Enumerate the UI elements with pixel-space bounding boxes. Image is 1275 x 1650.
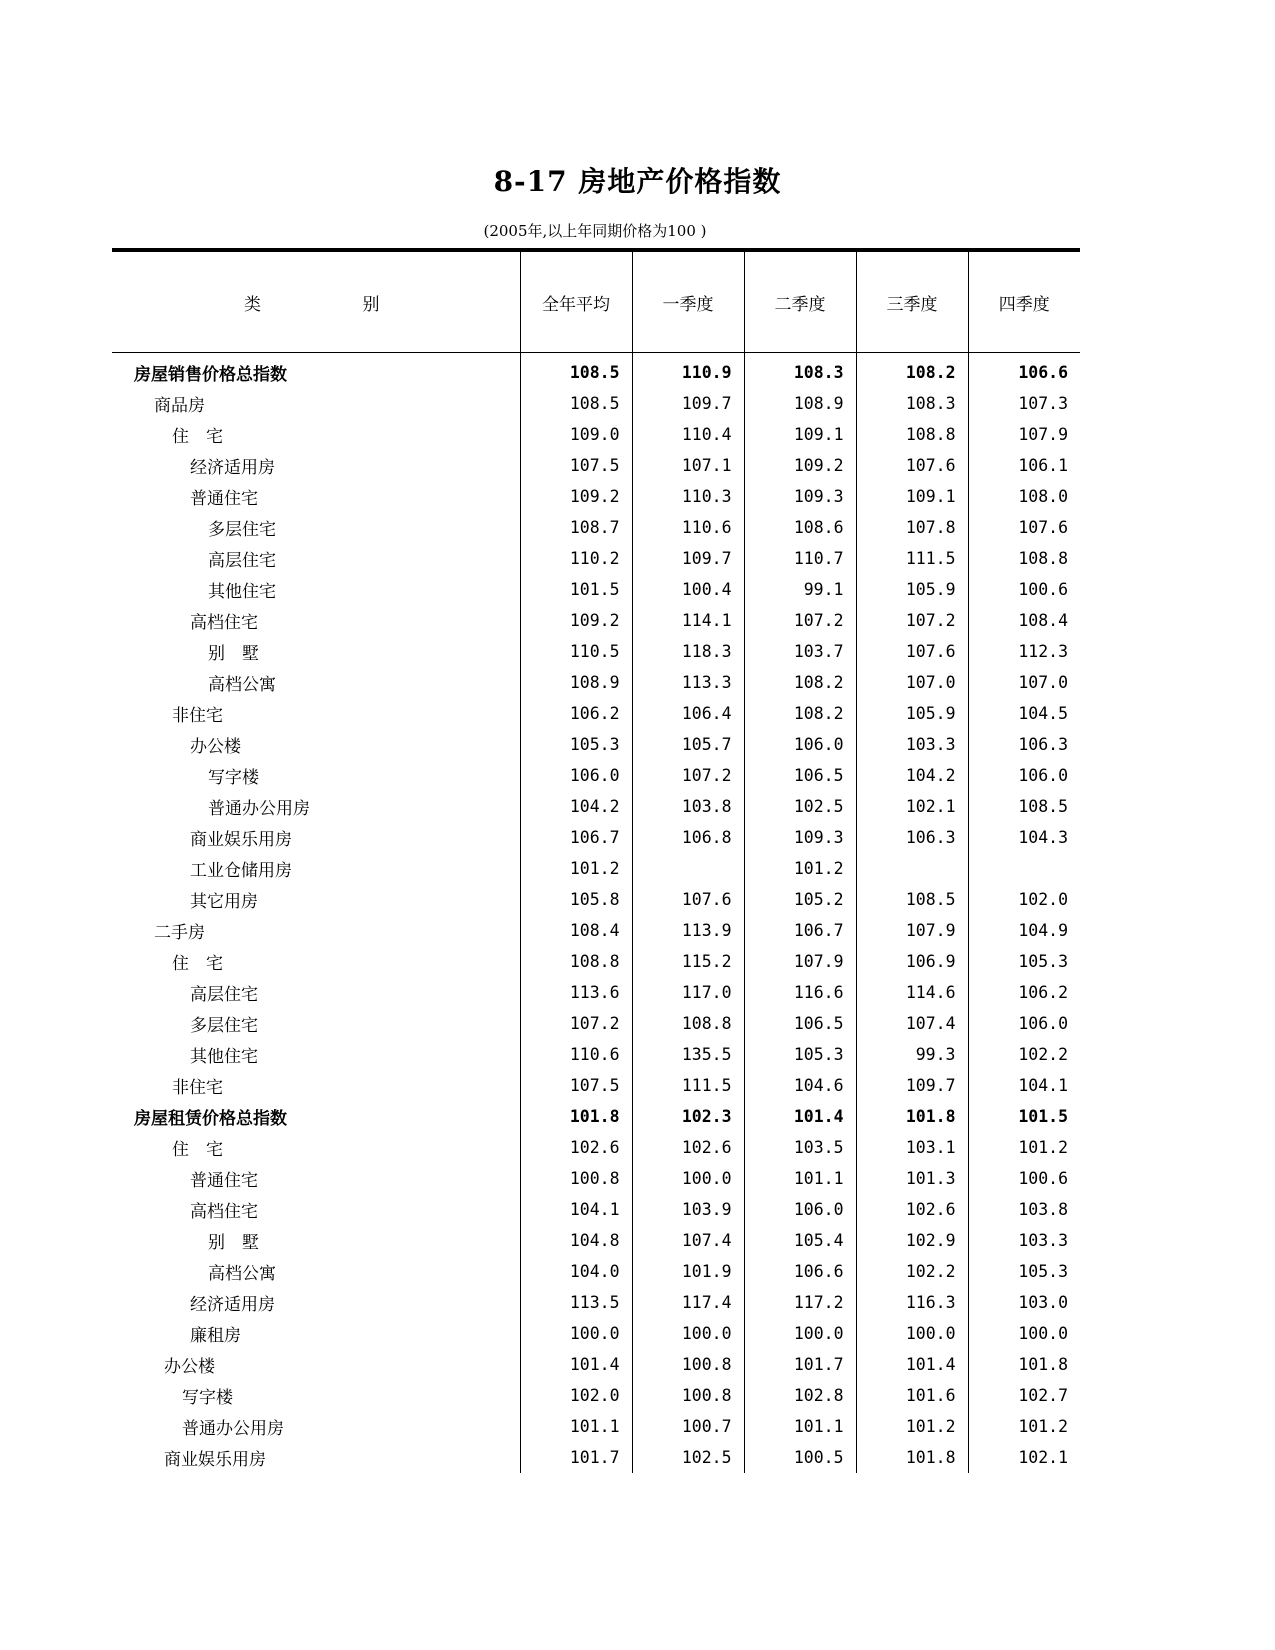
cell-value: 101.9 [632, 1256, 744, 1287]
row-label: 住 宅 [172, 954, 223, 974]
row-label: 住 宅 [172, 427, 223, 447]
cell-value: 105.3 [968, 946, 1080, 977]
table-row [112, 1318, 1080, 1349]
table-header [112, 250, 1080, 353]
cell-value: 108.9 [744, 388, 856, 419]
cell-value: 110.9 [632, 353, 744, 389]
table-row [112, 481, 1080, 512]
cell-value: 104.1 [520, 1194, 632, 1225]
cell-value: 109.2 [744, 450, 856, 481]
cell-value: 114.6 [856, 977, 968, 1008]
cell-value: 110.7 [744, 543, 856, 574]
cell-value: 102.8 [744, 1380, 856, 1411]
cell-value: 108.5 [520, 388, 632, 419]
cell-value: 103.8 [968, 1194, 1080, 1225]
cell-value: 109.7 [632, 388, 744, 419]
cell-value: 107.6 [856, 636, 968, 667]
cell-value: 102.0 [520, 1380, 632, 1411]
cell-value: 113.6 [520, 977, 632, 1008]
cell-value: 102.5 [632, 1442, 744, 1473]
cell-value: 107.4 [856, 1008, 968, 1039]
cell-value: 103.0 [968, 1287, 1080, 1318]
cell-value: 109.1 [856, 481, 968, 512]
cell-value: 101.8 [856, 1442, 968, 1473]
cell-value: 104.8 [520, 1225, 632, 1256]
cell-value: 117.0 [632, 977, 744, 1008]
cell-value: 110.6 [632, 512, 744, 543]
header-annual-average: 全年平均 [520, 250, 632, 353]
cell-value: 105.3 [520, 729, 632, 760]
cell-value: 105.7 [632, 729, 744, 760]
cell-value: 101.8 [968, 1349, 1080, 1380]
price-index-table [112, 248, 1080, 1473]
cell-value: 107.6 [856, 450, 968, 481]
row-label: 高档公寓 [208, 1264, 276, 1284]
row-label: 多层住宅 [190, 1016, 258, 1036]
cell-value: 102.5 [744, 791, 856, 822]
cell-value: 101.8 [856, 1101, 968, 1132]
table-row [112, 512, 1080, 543]
cell-value: 105.2 [744, 884, 856, 915]
table-row [112, 1380, 1080, 1411]
cell-value: 102.6 [520, 1132, 632, 1163]
cell-value: 103.8 [632, 791, 744, 822]
row-label: 别 墅 [208, 1233, 259, 1253]
row-label: 二手房 [154, 923, 205, 943]
header-q3: 三季度 [856, 250, 968, 353]
row-label: 商业娱乐用房 [164, 1450, 266, 1470]
table-row [112, 636, 1080, 667]
cell-value: 113.9 [632, 915, 744, 946]
table-row [112, 1349, 1080, 1380]
table-row [112, 353, 1080, 389]
table-row [112, 1225, 1080, 1256]
table-row [112, 450, 1080, 481]
cell-value: 102.9 [856, 1225, 968, 1256]
cell-value: 104.5 [968, 698, 1080, 729]
row-label: 写字楼 [182, 1388, 233, 1408]
table-row [112, 977, 1080, 1008]
cell-value: 112.3 [968, 636, 1080, 667]
cell-value: 105.9 [856, 574, 968, 605]
cell-value: 106.4 [632, 698, 744, 729]
row-label: 其他住宅 [190, 1047, 258, 1067]
cell-value: 101.8 [520, 1101, 632, 1132]
cell-value: 101.1 [744, 1163, 856, 1194]
cell-value: 107.0 [856, 667, 968, 698]
cell-value: 113.5 [520, 1287, 632, 1318]
cell-value: 107.6 [968, 512, 1080, 543]
cell-value: 101.4 [856, 1349, 968, 1380]
table-row [112, 915, 1080, 946]
table-row [112, 822, 1080, 853]
cell-value: 100.0 [632, 1163, 744, 1194]
cell-value: 108.2 [744, 667, 856, 698]
header-q2: 二季度 [744, 250, 856, 353]
cell-value: 108.8 [520, 946, 632, 977]
cell-value: 106.2 [520, 698, 632, 729]
table-row [112, 419, 1080, 450]
cell-value: 108.8 [968, 543, 1080, 574]
header-category [112, 250, 520, 353]
cell-value: 109.7 [856, 1070, 968, 1101]
cell-value: 106.0 [744, 1194, 856, 1225]
cell-value: 110.3 [632, 481, 744, 512]
cell-value: 108.7 [520, 512, 632, 543]
cell-value: 107.4 [632, 1225, 744, 1256]
row-label: 别 墅 [208, 644, 259, 664]
cell-value: 104.6 [744, 1070, 856, 1101]
cell-value: 109.7 [632, 543, 744, 574]
cell-value: 100.0 [968, 1318, 1080, 1349]
row-label: 非住宅 [172, 706, 223, 726]
row-label: 经济适用房 [190, 458, 275, 478]
cell-value: 102.2 [968, 1039, 1080, 1070]
cell-value: 108.8 [632, 1008, 744, 1039]
cell-value: 102.1 [856, 791, 968, 822]
cell-value: 113.3 [632, 667, 744, 698]
row-label: 普通办公用房 [182, 1419, 284, 1439]
row-label: 高档住宅 [190, 613, 258, 633]
cell-value: 101.2 [968, 1411, 1080, 1442]
table-row [112, 1101, 1080, 1132]
cell-value: 104.1 [968, 1070, 1080, 1101]
cell-value: 108.6 [744, 512, 856, 543]
cell-value: 105.9 [856, 698, 968, 729]
cell-value: 106.0 [744, 729, 856, 760]
cell-value: 108.2 [744, 698, 856, 729]
cell-value: 108.2 [856, 353, 968, 389]
cell-value: 110.4 [632, 419, 744, 450]
row-label: 其它用房 [190, 892, 258, 912]
cell-value: 107.5 [520, 1070, 632, 1101]
cell-value: 103.9 [632, 1194, 744, 1225]
cell-value: 106.9 [856, 946, 968, 977]
table-row [112, 884, 1080, 915]
table-row [112, 605, 1080, 636]
row-label: 办公楼 [164, 1357, 215, 1377]
cell-value: 101.2 [968, 1132, 1080, 1163]
cell-value: 106.8 [632, 822, 744, 853]
cell-value: 107.2 [632, 760, 744, 791]
cell-value: 104.0 [520, 1256, 632, 1287]
cell-value: 116.3 [856, 1287, 968, 1318]
cell-value: 107.6 [632, 884, 744, 915]
cell-value: 106.5 [744, 760, 856, 791]
cell-value: 105.3 [968, 1256, 1080, 1287]
cell-value [632, 853, 744, 884]
cell-value: 100.8 [520, 1163, 632, 1194]
row-label: 写字楼 [208, 768, 259, 788]
row-label: 商业娱乐用房 [190, 830, 292, 850]
cell-value: 110.6 [520, 1039, 632, 1070]
row-label: 办公楼 [190, 737, 241, 757]
cell-value: 109.1 [744, 419, 856, 450]
cell-value: 102.6 [632, 1132, 744, 1163]
cell-value: 106.5 [744, 1008, 856, 1039]
cell-value: 106.3 [968, 729, 1080, 760]
cell-value: 107.9 [968, 419, 1080, 450]
table-row [112, 1070, 1080, 1101]
cell-value: 102.6 [856, 1194, 968, 1225]
table-body [112, 353, 1080, 1474]
table-row [112, 1008, 1080, 1039]
row-label: 高层住宅 [208, 551, 276, 571]
cell-value: 100.0 [856, 1318, 968, 1349]
cell-value: 106.0 [968, 760, 1080, 791]
cell-value: 108.9 [520, 667, 632, 698]
row-label: 高档住宅 [190, 1202, 258, 1222]
cell-value: 114.1 [632, 605, 744, 636]
cell-value: 108.4 [968, 605, 1080, 636]
cell-value: 106.6 [744, 1256, 856, 1287]
cell-value: 100.4 [632, 574, 744, 605]
page-subtitle: (2005年,以上年同期价格为100 ) [483, 222, 707, 240]
cell-value: 109.0 [520, 419, 632, 450]
row-label: 廉租房 [190, 1326, 241, 1346]
cell-value: 100.0 [744, 1318, 856, 1349]
cell-value: 101.4 [520, 1349, 632, 1380]
cell-value: 135.5 [632, 1039, 744, 1070]
row-label: 多层住宅 [208, 520, 276, 540]
row-label: 高层住宅 [190, 985, 258, 1005]
cell-value: 117.2 [744, 1287, 856, 1318]
cell-value: 108.3 [744, 353, 856, 389]
cell-value: 102.7 [968, 1380, 1080, 1411]
cell-value: 99.3 [856, 1039, 968, 1070]
cell-value: 100.5 [744, 1442, 856, 1473]
header-q4: 四季度 [968, 250, 1080, 353]
cell-value: 104.2 [856, 760, 968, 791]
cell-value: 105.3 [744, 1039, 856, 1070]
cell-value: 109.2 [520, 605, 632, 636]
row-label: 住 宅 [172, 1140, 223, 1160]
cell-value: 103.5 [744, 1132, 856, 1163]
cell-value: 102.0 [968, 884, 1080, 915]
cell-value [968, 853, 1080, 884]
cell-value: 101.7 [744, 1349, 856, 1380]
table-row [112, 543, 1080, 574]
cell-value: 116.6 [744, 977, 856, 1008]
page-title: 8-17 房地产价格指数 [493, 165, 782, 198]
table-row [112, 1039, 1080, 1070]
cell-value: 117.4 [632, 1287, 744, 1318]
header-q1: 一季度 [632, 250, 744, 353]
cell-value: 101.3 [856, 1163, 968, 1194]
cell-value: 108.0 [968, 481, 1080, 512]
table-row [112, 1442, 1080, 1473]
cell-value: 107.2 [744, 605, 856, 636]
row-label: 房屋租赁价格总指数 [134, 1109, 287, 1129]
cell-value: 100.0 [632, 1318, 744, 1349]
cell-value: 107.0 [968, 667, 1080, 698]
cell-value: 101.2 [744, 853, 856, 884]
cell-value: 106.1 [968, 450, 1080, 481]
cell-value: 106.3 [856, 822, 968, 853]
cell-value: 100.6 [968, 574, 1080, 605]
table-row [112, 946, 1080, 977]
table-row [112, 1411, 1080, 1442]
row-label: 其他住宅 [208, 582, 276, 602]
cell-value: 102.1 [968, 1442, 1080, 1473]
cell-value: 100.0 [520, 1318, 632, 1349]
cell-value: 106.0 [520, 760, 632, 791]
table-row [112, 1194, 1080, 1225]
table-row [112, 1163, 1080, 1194]
cell-value: 106.7 [744, 915, 856, 946]
cell-value: 108.5 [856, 884, 968, 915]
cell-value: 105.4 [744, 1225, 856, 1256]
cell-value: 108.8 [856, 419, 968, 450]
cell-value: 105.8 [520, 884, 632, 915]
cell-value: 107.2 [520, 1008, 632, 1039]
cell-value: 104.2 [520, 791, 632, 822]
row-label: 经济适用房 [190, 1295, 275, 1315]
cell-value: 107.8 [856, 512, 968, 543]
row-label: 工业仓储用房 [190, 861, 292, 881]
cell-value: 103.1 [856, 1132, 968, 1163]
table-row [112, 760, 1080, 791]
cell-value: 101.7 [520, 1442, 632, 1473]
cell-value: 101.1 [520, 1411, 632, 1442]
table-row [112, 1132, 1080, 1163]
table-row [112, 1256, 1080, 1287]
table-row [112, 698, 1080, 729]
cell-value: 100.8 [632, 1349, 744, 1380]
table-row [112, 791, 1080, 822]
header-category-right: 别 [362, 294, 380, 315]
cell-value: 102.2 [856, 1256, 968, 1287]
cell-value: 101.5 [968, 1101, 1080, 1132]
cell-value: 106.2 [968, 977, 1080, 1008]
table-row [112, 853, 1080, 884]
cell-value: 111.5 [856, 543, 968, 574]
cell-value: 110.2 [520, 543, 632, 574]
cell-value: 107.2 [856, 605, 968, 636]
cell-value: 115.2 [632, 946, 744, 977]
cell-value: 104.9 [968, 915, 1080, 946]
cell-value: 103.3 [856, 729, 968, 760]
row-label: 普通住宅 [190, 489, 258, 509]
cell-value [856, 853, 968, 884]
cell-value: 101.6 [856, 1380, 968, 1411]
cell-value: 109.2 [520, 481, 632, 512]
cell-value: 101.5 [520, 574, 632, 605]
row-label: 商品房 [154, 396, 205, 416]
cell-value: 107.5 [520, 450, 632, 481]
table-row [112, 388, 1080, 419]
header-category-left: 类 [244, 294, 261, 315]
table-row [112, 1287, 1080, 1318]
cell-value: 101.2 [520, 853, 632, 884]
table-row [112, 729, 1080, 760]
cell-value: 108.5 [520, 353, 632, 389]
cell-value: 103.7 [744, 636, 856, 667]
cell-value: 108.5 [968, 791, 1080, 822]
row-label: 普通办公用房 [208, 799, 310, 819]
row-label: 房屋销售价格总指数 [134, 365, 287, 385]
cell-value: 102.3 [632, 1101, 744, 1132]
cell-value: 111.5 [632, 1070, 744, 1101]
row-label: 普通住宅 [190, 1171, 258, 1191]
cell-value: 101.1 [744, 1411, 856, 1442]
cell-value: 110.5 [520, 636, 632, 667]
cell-value: 107.9 [856, 915, 968, 946]
cell-value: 109.3 [744, 481, 856, 512]
cell-value: 100.8 [632, 1380, 744, 1411]
cell-value: 104.3 [968, 822, 1080, 853]
cell-value: 100.6 [968, 1163, 1080, 1194]
cell-value: 101.2 [856, 1411, 968, 1442]
cell-value: 106.6 [968, 353, 1080, 389]
row-label: 非住宅 [172, 1078, 223, 1098]
cell-value: 100.7 [632, 1411, 744, 1442]
cell-value: 103.3 [968, 1225, 1080, 1256]
cell-value: 99.1 [744, 574, 856, 605]
row-label: 高档公寓 [208, 675, 276, 695]
cell-value: 107.3 [968, 388, 1080, 419]
cell-value: 108.4 [520, 915, 632, 946]
cell-value: 106.0 [968, 1008, 1080, 1039]
cell-value: 106.7 [520, 822, 632, 853]
cell-value: 107.9 [744, 946, 856, 977]
table-row [112, 667, 1080, 698]
cell-value: 101.4 [744, 1101, 856, 1132]
cell-value: 118.3 [632, 636, 744, 667]
cell-value: 107.1 [632, 450, 744, 481]
cell-value: 108.3 [856, 388, 968, 419]
table-row [112, 574, 1080, 605]
cell-value: 109.3 [744, 822, 856, 853]
